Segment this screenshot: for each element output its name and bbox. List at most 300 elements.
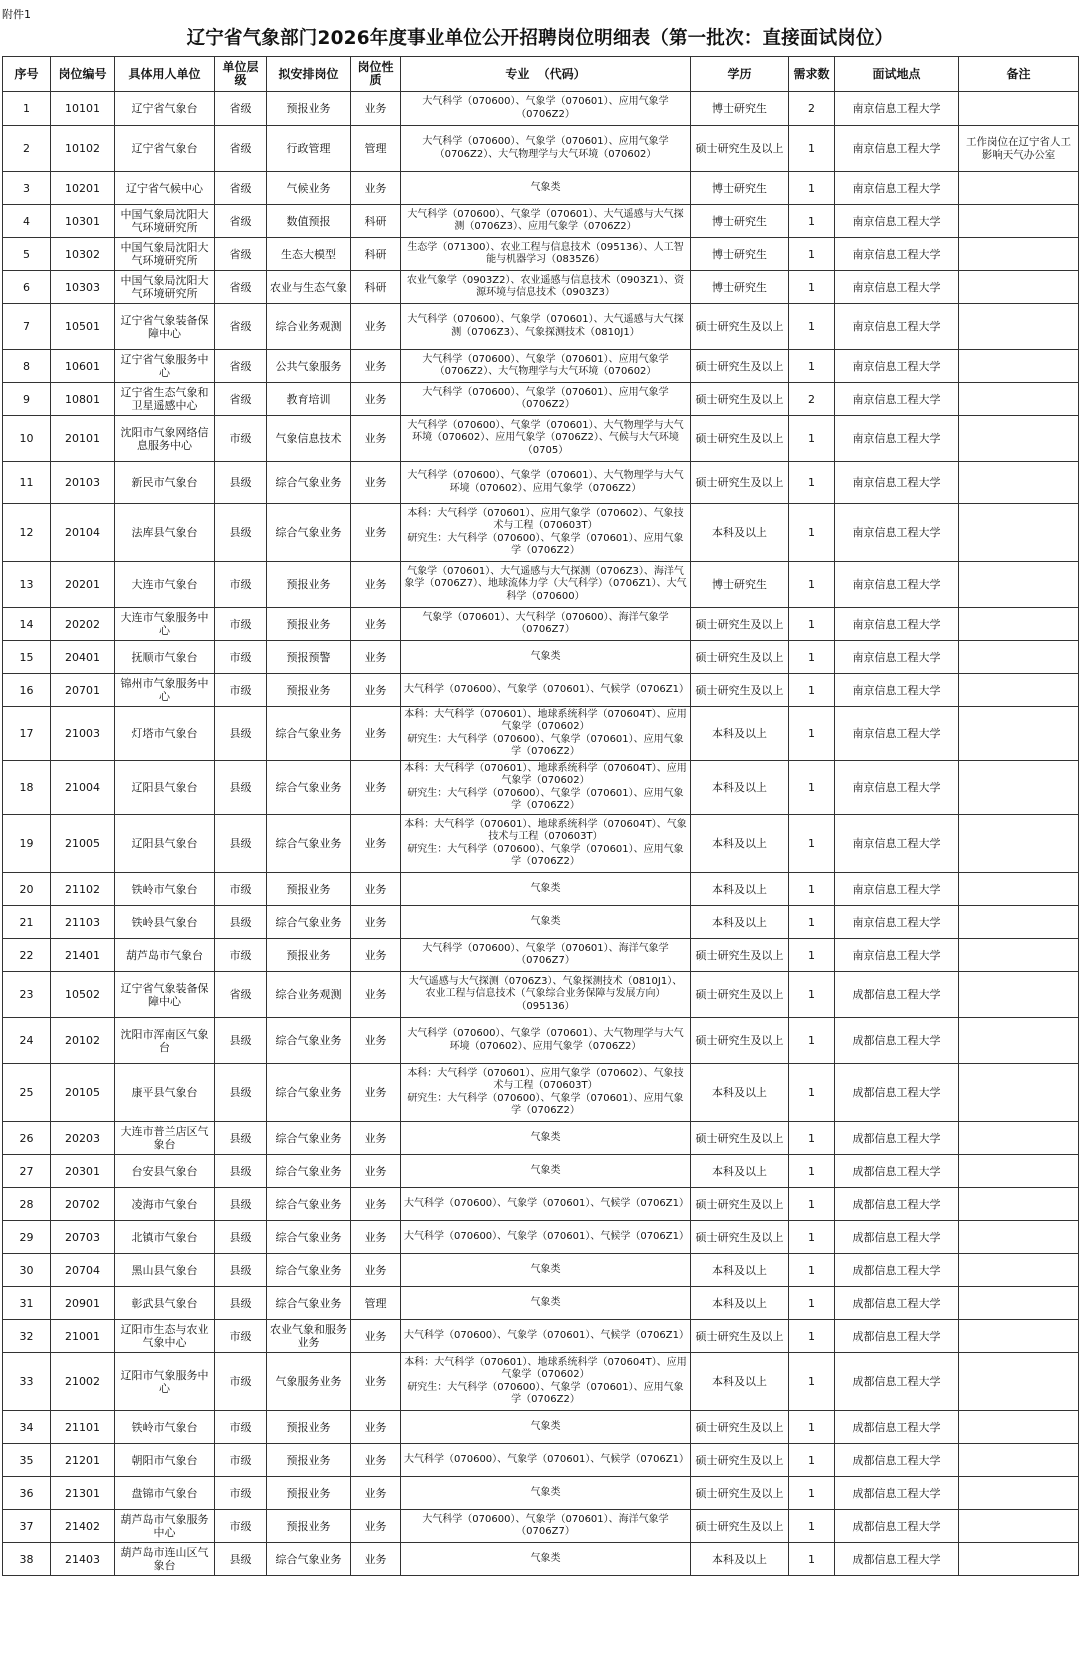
cell-nature: 业务: [351, 761, 401, 815]
cell-demand: 1: [789, 350, 835, 383]
cell-demand: 1: [789, 1444, 835, 1477]
cell-remarks: [959, 674, 1079, 707]
cell-index: 12: [3, 504, 51, 562]
cell-demand: 1: [789, 1411, 835, 1444]
cell-post-code: 21403: [51, 1543, 115, 1576]
cell-interview-location: 成都信息工程大学: [835, 1353, 959, 1411]
cell-nature: 业务: [351, 641, 401, 674]
cell-post-code: 10302: [51, 238, 115, 271]
cell-education: 博士研究生: [691, 562, 789, 608]
cell-remarks: [959, 1543, 1079, 1576]
cell-nature: 业务: [351, 462, 401, 504]
cell-interview-location: 成都信息工程大学: [835, 1411, 959, 1444]
cell-interview-location: 南京信息工程大学: [835, 761, 959, 815]
cell-major: 大气科学（070600）、气象学（070601）、大气物理学与大气环境（070602）、应用气象学（0706Z2）: [401, 462, 691, 504]
cell-position: 预报业务: [267, 1411, 351, 1444]
cell-nature: 业务: [351, 608, 401, 641]
table-row: [3, 707, 1079, 761]
cell-employer: 中国气象局沈阳大气环境研究所: [115, 271, 215, 304]
cell-interview-location: 南京信息工程大学: [835, 238, 959, 271]
cell-education: 硕士研究生及以上: [691, 416, 789, 462]
cell-nature: 业务: [351, 1353, 401, 1411]
cell-post-code: 20105: [51, 1064, 115, 1122]
cell-major: 本科：大气科学（070601）、地球系统科学（070604T）、应用气象学（070602） 研究生：大气科学（070600）、气象学（070601）、应用气象学（0706Z2）: [401, 1353, 691, 1411]
cell-nature: 业务: [351, 304, 401, 350]
cell-education: 硕士研究生及以上: [691, 939, 789, 972]
cell-major: 大气科学（070600）、气象学（070601）、大气物理学与大气环境（070602）、应用气象学（0706Z2）、气候与大气环境（0705）: [401, 416, 691, 462]
cell-level: 省级: [215, 350, 267, 383]
cell-index: 1: [3, 92, 51, 126]
cell-interview-location: 成都信息工程大学: [835, 972, 959, 1018]
cell-education: 博士研究生: [691, 205, 789, 238]
cell-position: 预报业务: [267, 608, 351, 641]
cell-employer: 中国气象局沈阳大气环境研究所: [115, 238, 215, 271]
cell-index: 15: [3, 641, 51, 674]
cell-position: 综合气象业务: [267, 815, 351, 873]
cell-major: 本科：大气科学（070601）、应用气象学（070602）、气象技术与工程（070603T） 研究生：大气科学（070600）、气象学（070601）、应用气象学（0706Z2）: [401, 1064, 691, 1122]
table-row: [3, 939, 1079, 972]
cell-major: 本科：大气科学（070601）、地球系统科学（070604T）、应用气象学（070602） 研究生：大气科学（070600）、气象学（070601）、应用气象学（0706Z2）: [401, 761, 691, 815]
cell-demand: 1: [789, 641, 835, 674]
table-row: [3, 1510, 1079, 1543]
cell-demand: 1: [789, 939, 835, 972]
cell-level: 省级: [215, 126, 267, 172]
cell-major: 大气科学（070600）、气象学（070601）、气候学（0706Z1）: [401, 674, 691, 707]
cell-remarks: [959, 1155, 1079, 1188]
cell-index: 22: [3, 939, 51, 972]
table-row: [3, 416, 1079, 462]
cell-remarks: [959, 972, 1079, 1018]
cell-nature: 业务: [351, 1221, 401, 1254]
table-row: [3, 383, 1079, 416]
cell-major: 大气科学（070600）、气象学（070601）、大气物理学与大气环境（070602）、应用气象学（0706Z2）: [401, 1018, 691, 1064]
cell-position: 预报业务: [267, 674, 351, 707]
table-row: [3, 1018, 1079, 1064]
cell-remarks: [959, 416, 1079, 462]
header-position: 拟安排岗位: [267, 57, 351, 92]
cell-level: 县级: [215, 815, 267, 873]
cell-post-code: 20103: [51, 462, 115, 504]
cell-major: 大气科学（070600）、气象学（070601）、大气遥感与大气探测（0706Z3）、应用气象学（0706Z2）: [401, 205, 691, 238]
cell-index: 23: [3, 972, 51, 1018]
cell-position: 气候业务: [267, 172, 351, 205]
cell-major: 气象类: [401, 1411, 691, 1444]
cell-employer: 铁岭市气象台: [115, 873, 215, 906]
cell-remarks: [959, 873, 1079, 906]
cell-major: 大气科学（070600）、气象学（070601）、气候学（0706Z1）: [401, 1320, 691, 1353]
cell-demand: 2: [789, 383, 835, 416]
cell-nature: 业务: [351, 416, 401, 462]
table-row: [3, 761, 1079, 815]
cell-post-code: 20702: [51, 1188, 115, 1221]
cell-post-code: 10501: [51, 304, 115, 350]
cell-major: 气象类: [401, 1543, 691, 1576]
table-row: [3, 126, 1079, 172]
cell-post-code: 21402: [51, 1510, 115, 1543]
table-row: [3, 172, 1079, 205]
cell-education: 本科及以上: [691, 1155, 789, 1188]
cell-education: 硕士研究生及以上: [691, 350, 789, 383]
cell-position: 综合气象业务: [267, 906, 351, 939]
cell-major: 气象学（070601）、大气遥感与大气探测（0706Z3）、海洋气象学（0706Z7）、地球流体力学（大气科学）（0706Z1）、大气科学（070600）: [401, 562, 691, 608]
cell-index: 19: [3, 815, 51, 873]
cell-post-code: 21401: [51, 939, 115, 972]
cell-position: 预报业务: [267, 1444, 351, 1477]
cell-nature: 业务: [351, 1543, 401, 1576]
cell-interview-location: 成都信息工程大学: [835, 1155, 959, 1188]
cell-position: 气象服务业务: [267, 1353, 351, 1411]
cell-remarks: 工作岗位在辽宁省人工影响天气办公室: [959, 126, 1079, 172]
page-title: 辽宁省气象部门2026年度事业单位公开招聘岗位明细表（第一批次：直接面试岗位）: [186, 28, 894, 49]
cell-nature: 管理: [351, 126, 401, 172]
cell-position: 预报业务: [267, 939, 351, 972]
cell-education: 硕士研究生及以上: [691, 1320, 789, 1353]
cell-interview-location: 南京信息工程大学: [835, 906, 959, 939]
attachment-label: 附件1: [2, 8, 31, 21]
cell-major: 气象类: [401, 1155, 691, 1188]
cell-demand: 1: [789, 873, 835, 906]
cell-major: 大气遥感与大气探测（0706Z3）、气象探测技术（0810J1）、农业工程与信息技术（气象综合业务保障与发展方向）（095136）: [401, 972, 691, 1018]
cell-employer: 辽阳市气象服务中心: [115, 1353, 215, 1411]
cell-employer: 康平县气象台: [115, 1064, 215, 1122]
cell-employer: 大连市气象台: [115, 562, 215, 608]
cell-demand: 1: [789, 674, 835, 707]
cell-remarks: [959, 641, 1079, 674]
cell-education: 本科及以上: [691, 1353, 789, 1411]
cell-nature: 业务: [351, 562, 401, 608]
cell-nature: 业务: [351, 815, 401, 873]
cell-position: 行政管理: [267, 126, 351, 172]
cell-demand: 1: [789, 1510, 835, 1543]
cell-level: 市级: [215, 608, 267, 641]
cell-post-code: 21002: [51, 1353, 115, 1411]
cell-education: 本科及以上: [691, 1543, 789, 1576]
cell-major: 大气科学（070600）、气象学（070601）、应用气象学（0706Z2）、大气物理学与大气环境（070602）: [401, 350, 691, 383]
cell-position: 综合气象业务: [267, 1221, 351, 1254]
cell-interview-location: 南京信息工程大学: [835, 562, 959, 608]
cell-employer: 葫芦岛市气象服务中心: [115, 1510, 215, 1543]
cell-nature: 科研: [351, 205, 401, 238]
cell-major: 本科：大气科学（070601）、应用气象学（070602）、气象技术与工程（070603T） 研究生：大气科学（070600）、气象学（070601）、应用气象学（0706Z2）: [401, 504, 691, 562]
cell-position: 农业气象和服务业务: [267, 1320, 351, 1353]
table-row: [3, 504, 1079, 562]
cell-position: 预报业务: [267, 562, 351, 608]
cell-major: 生态学（071300）、农业工程与信息技术（095136）、人工智能与机器学习（0835Z6）: [401, 238, 691, 271]
cell-demand: 1: [789, 1287, 835, 1320]
cell-demand: 1: [789, 205, 835, 238]
cell-post-code: 21201: [51, 1444, 115, 1477]
cell-level: 县级: [215, 1543, 267, 1576]
cell-education: 本科及以上: [691, 504, 789, 562]
cell-employer: 辽宁省气候中心: [115, 172, 215, 205]
cell-level: 县级: [215, 504, 267, 562]
cell-position: 生态大模型: [267, 238, 351, 271]
cell-major: 大气科学（070600）、气象学（070601）、应用气象学（0706Z2）: [401, 383, 691, 416]
cell-nature: 业务: [351, 172, 401, 205]
cell-demand: 1: [789, 172, 835, 205]
cell-education: 本科及以上: [691, 906, 789, 939]
cell-demand: 1: [789, 1477, 835, 1510]
cell-post-code: 20101: [51, 416, 115, 462]
table-row: [3, 92, 1079, 126]
cell-level: 市级: [215, 416, 267, 462]
cell-level: 市级: [215, 641, 267, 674]
cell-major: 农业气象学（0903Z2）、农业遥感与信息技术（0903Z1）、资源环境与信息技术（0903Z3）: [401, 271, 691, 304]
cell-level: 市级: [215, 1411, 267, 1444]
cell-post-code: 10502: [51, 972, 115, 1018]
cell-employer: 北镇市气象台: [115, 1221, 215, 1254]
cell-interview-location: 南京信息工程大学: [835, 92, 959, 126]
table-row: [3, 205, 1079, 238]
cell-remarks: [959, 1477, 1079, 1510]
table-row: [3, 1287, 1079, 1320]
table-row: [3, 271, 1079, 304]
cell-education: 本科及以上: [691, 873, 789, 906]
cell-index: 29: [3, 1221, 51, 1254]
header-remarks: 备注: [959, 57, 1079, 92]
cell-post-code: 20301: [51, 1155, 115, 1188]
table-row: [3, 1353, 1079, 1411]
cell-interview-location: 南京信息工程大学: [835, 383, 959, 416]
cell-remarks: [959, 1353, 1079, 1411]
cell-employer: 辽宁省气象台: [115, 92, 215, 126]
cell-employer: 新民市气象台: [115, 462, 215, 504]
table-row: [3, 1122, 1079, 1155]
cell-post-code: 10102: [51, 126, 115, 172]
cell-index: 10: [3, 416, 51, 462]
cell-interview-location: 成都信息工程大学: [835, 1188, 959, 1221]
cell-demand: 1: [789, 126, 835, 172]
cell-major: 气象学（070601）、大气科学（070600）、海洋气象学（0706Z7）: [401, 608, 691, 641]
cell-post-code: 20104: [51, 504, 115, 562]
cell-index: 8: [3, 350, 51, 383]
cell-nature: 业务: [351, 972, 401, 1018]
cell-level: 县级: [215, 1018, 267, 1064]
cell-interview-location: 南京信息工程大学: [835, 350, 959, 383]
cell-post-code: 10201: [51, 172, 115, 205]
cell-education: 博士研究生: [691, 238, 789, 271]
cell-index: 25: [3, 1064, 51, 1122]
cell-nature: 管理: [351, 1287, 401, 1320]
cell-level: 市级: [215, 1444, 267, 1477]
cell-remarks: [959, 1064, 1079, 1122]
cell-demand: 1: [789, 1254, 835, 1287]
cell-demand: 1: [789, 271, 835, 304]
cell-major: 大气科学（070600）、气象学（070601）、气候学（0706Z1）: [401, 1188, 691, 1221]
cell-major: 气象类: [401, 906, 691, 939]
cell-remarks: [959, 205, 1079, 238]
cell-employer: 朝阳市气象台: [115, 1444, 215, 1477]
header-employer: 具体用人单位: [115, 57, 215, 92]
cell-remarks: [959, 815, 1079, 873]
cell-interview-location: 南京信息工程大学: [835, 205, 959, 238]
cell-level: 省级: [215, 92, 267, 126]
cell-employer: 大连市普兰店区气象台: [115, 1122, 215, 1155]
cell-post-code: 20701: [51, 674, 115, 707]
cell-nature: 业务: [351, 1411, 401, 1444]
cell-nature: 业务: [351, 1188, 401, 1221]
cell-employer: 沈阳市浑南区气象台: [115, 1018, 215, 1064]
cell-employer: 黑山县气象台: [115, 1254, 215, 1287]
cell-major: 气象类: [401, 873, 691, 906]
cell-index: 35: [3, 1444, 51, 1477]
cell-post-code: 20202: [51, 608, 115, 641]
cell-major: 大气科学（070600）、气象学（070601）、气候学（0706Z1）: [401, 1444, 691, 1477]
cell-position: 综合业务观测: [267, 304, 351, 350]
table-row: [3, 1064, 1079, 1122]
cell-index: 37: [3, 1510, 51, 1543]
cell-employer: 沈阳市气象网络信息服务中心: [115, 416, 215, 462]
cell-post-code: 20201: [51, 562, 115, 608]
cell-remarks: [959, 1287, 1079, 1320]
cell-demand: 1: [789, 1353, 835, 1411]
cell-post-code: 21101: [51, 1411, 115, 1444]
cell-level: 县级: [215, 707, 267, 761]
table-row: [3, 1254, 1079, 1287]
cell-position: 气象信息技术: [267, 416, 351, 462]
cell-employer: 辽阳县气象台: [115, 761, 215, 815]
cell-nature: 业务: [351, 674, 401, 707]
header-major: 专业 （代码）: [401, 57, 691, 92]
cell-position: 综合气象业务: [267, 1122, 351, 1155]
cell-position: 综合气象业务: [267, 1018, 351, 1064]
cell-interview-location: 成都信息工程大学: [835, 1064, 959, 1122]
cell-remarks: [959, 1320, 1079, 1353]
cell-level: 县级: [215, 1155, 267, 1188]
table-row: [3, 1188, 1079, 1221]
header-index: 序号: [3, 57, 51, 92]
cell-remarks: [959, 350, 1079, 383]
cell-level: 省级: [215, 205, 267, 238]
cell-demand: 1: [789, 1064, 835, 1122]
cell-interview-location: 南京信息工程大学: [835, 707, 959, 761]
cell-nature: 业务: [351, 1018, 401, 1064]
cell-demand: 1: [789, 1122, 835, 1155]
cell-employer: 辽宁省气象服务中心: [115, 350, 215, 383]
cell-remarks: [959, 939, 1079, 972]
cell-employer: 辽宁省气象台: [115, 126, 215, 172]
cell-education: 硕士研究生及以上: [691, 126, 789, 172]
cell-index: 24: [3, 1018, 51, 1064]
cell-post-code: 10101: [51, 92, 115, 126]
cell-demand: 1: [789, 608, 835, 641]
cell-position: 综合气象业务: [267, 1188, 351, 1221]
header-education: 学历: [691, 57, 789, 92]
cell-index: 20: [3, 873, 51, 906]
cell-post-code: 10801: [51, 383, 115, 416]
cell-demand: 1: [789, 815, 835, 873]
table-row: [3, 1221, 1079, 1254]
cell-remarks: [959, 1444, 1079, 1477]
cell-level: 市级: [215, 562, 267, 608]
cell-level: 市级: [215, 873, 267, 906]
cell-education: 博士研究生: [691, 172, 789, 205]
cell-index: 3: [3, 172, 51, 205]
cell-interview-location: 南京信息工程大学: [835, 608, 959, 641]
cell-level: 县级: [215, 462, 267, 504]
cell-major: 大气科学（070600）、气象学（070601）、海洋气象学（0706Z7）: [401, 1510, 691, 1543]
cell-employer: 辽宁省生态气象和卫星遥感中心: [115, 383, 215, 416]
cell-nature: 业务: [351, 1155, 401, 1188]
cell-education: 硕士研究生及以上: [691, 462, 789, 504]
cell-employer: 葫芦岛市连山区气象台: [115, 1543, 215, 1576]
cell-nature: 业务: [351, 504, 401, 562]
table-row: [3, 304, 1079, 350]
cell-index: 38: [3, 1543, 51, 1576]
cell-nature: 业务: [351, 383, 401, 416]
cell-position: 数值预报: [267, 205, 351, 238]
cell-index: 5: [3, 238, 51, 271]
header-interview-location: 面试地点: [835, 57, 959, 92]
cell-education: 硕士研究生及以上: [691, 972, 789, 1018]
cell-interview-location: 成都信息工程大学: [835, 1477, 959, 1510]
cell-index: 4: [3, 205, 51, 238]
cell-major: 大气科学（070600）、气象学（070601）、海洋气象学（0706Z7）: [401, 939, 691, 972]
cell-demand: 1: [789, 707, 835, 761]
cell-remarks: [959, 1254, 1079, 1287]
cell-demand: 1: [789, 238, 835, 271]
cell-index: 27: [3, 1155, 51, 1188]
recruitment-table: [2, 56, 1079, 1576]
cell-position: 农业与生态气象: [267, 271, 351, 304]
cell-post-code: 20401: [51, 641, 115, 674]
cell-remarks: [959, 383, 1079, 416]
cell-interview-location: 成都信息工程大学: [835, 1320, 959, 1353]
cell-education: 硕士研究生及以上: [691, 1221, 789, 1254]
cell-index: 36: [3, 1477, 51, 1510]
cell-nature: 业务: [351, 707, 401, 761]
cell-education: 硕士研究生及以上: [691, 1411, 789, 1444]
cell-post-code: 20704: [51, 1254, 115, 1287]
table-row: [3, 1320, 1079, 1353]
cell-position: 预报业务: [267, 1477, 351, 1510]
cell-major: 本科：大气科学（070601）、地球系统科学（070604T）、应用气象学（070602） 研究生：大气科学（070600）、气象学（070601）、应用气象学（0706Z2）: [401, 707, 691, 761]
cell-employer: 中国气象局沈阳大气环境研究所: [115, 205, 215, 238]
cell-remarks: [959, 906, 1079, 939]
cell-nature: 业务: [351, 1320, 401, 1353]
cell-interview-location: 南京信息工程大学: [835, 504, 959, 562]
cell-interview-location: 南京信息工程大学: [835, 416, 959, 462]
cell-position: 教育培训: [267, 383, 351, 416]
cell-employer: 锦州市气象服务中心: [115, 674, 215, 707]
cell-index: 18: [3, 761, 51, 815]
cell-demand: 1: [789, 761, 835, 815]
cell-major: 气象类: [401, 641, 691, 674]
cell-interview-location: 成都信息工程大学: [835, 1543, 959, 1576]
cell-level: 县级: [215, 1287, 267, 1320]
cell-index: 34: [3, 1411, 51, 1444]
cell-demand: 1: [789, 1155, 835, 1188]
cell-education: 硕士研究生及以上: [691, 641, 789, 674]
cell-major: 气象类: [401, 1287, 691, 1320]
cell-interview-location: 成都信息工程大学: [835, 1221, 959, 1254]
table-row: [3, 238, 1079, 271]
cell-education: 硕士研究生及以上: [691, 1444, 789, 1477]
cell-interview-location: 南京信息工程大学: [835, 939, 959, 972]
cell-level: 省级: [215, 972, 267, 1018]
cell-employer: 凌海市气象台: [115, 1188, 215, 1221]
cell-index: 26: [3, 1122, 51, 1155]
cell-post-code: 21301: [51, 1477, 115, 1510]
cell-employer: 抚顺市气象台: [115, 641, 215, 674]
cell-education: 硕士研究生及以上: [691, 674, 789, 707]
cell-employer: 台安县气象台: [115, 1155, 215, 1188]
cell-demand: 1: [789, 1188, 835, 1221]
cell-nature: 业务: [351, 1444, 401, 1477]
cell-index: 7: [3, 304, 51, 350]
cell-nature: 业务: [351, 906, 401, 939]
cell-remarks: [959, 504, 1079, 562]
